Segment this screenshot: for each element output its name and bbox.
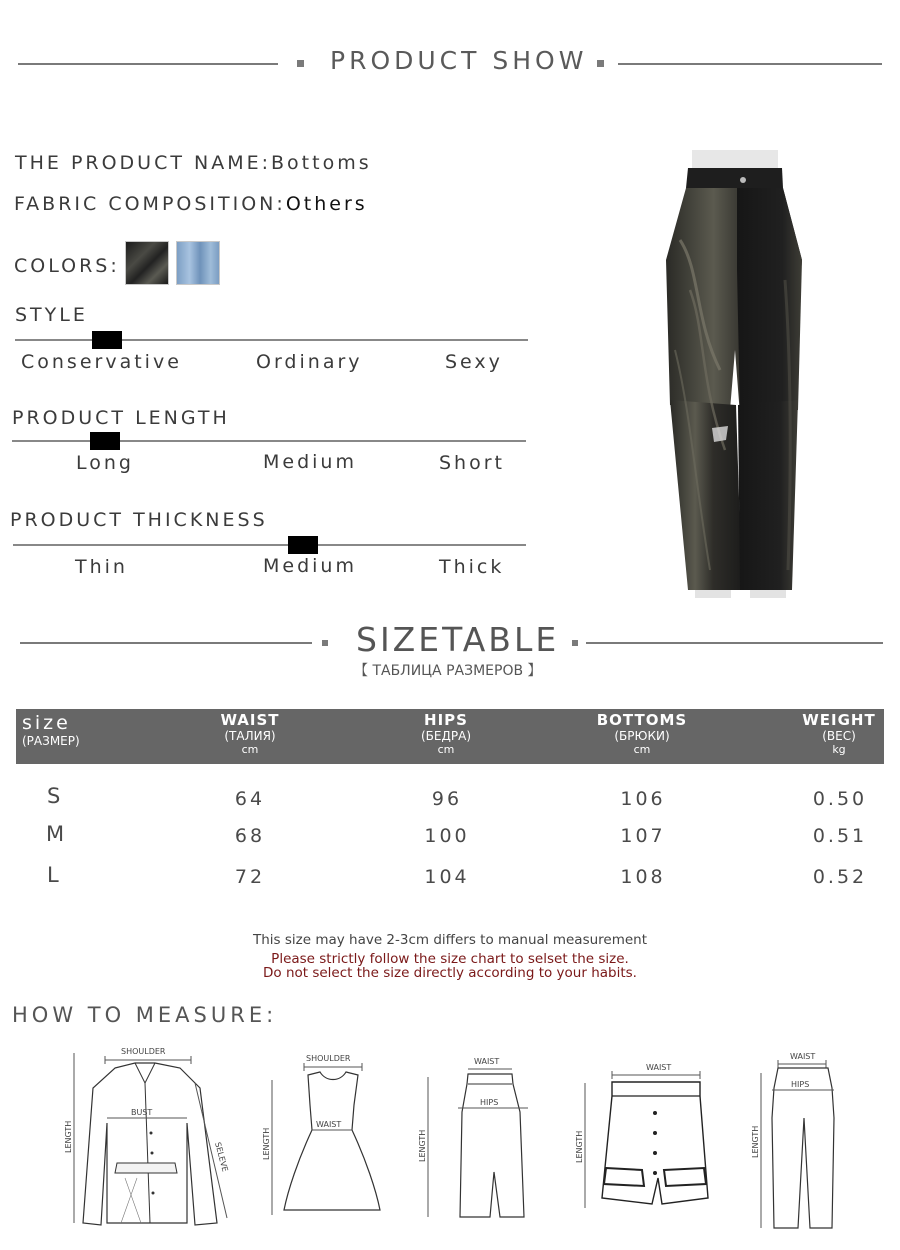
row-s-bottoms: 106 [620,788,666,810]
col-hips-sub: (БЕДРА) [421,729,471,743]
thickness-option-medium: Medium [263,555,357,577]
size-note: This size may have 2-3cm differs to manual measurement [252,932,648,948]
col-bottoms-sub: (БРЮКИ) [614,729,670,743]
col-waist-sub: (ТАЛИЯ) [224,729,276,743]
shorts-waist-label: WAIST [646,1063,672,1072]
shorts-measure-figure [572,1058,732,1213]
page-title: PRODUCT SHOW [330,46,588,75]
col-hips [386,711,506,756]
jacket-sleeve-label: SELEVE [213,1141,230,1173]
colors-label: COLORS: [14,255,120,277]
row-l-bottoms: 108 [620,866,666,888]
thickness-scale-line [13,544,526,546]
row-s-waist: 64 [234,788,266,810]
jacket-shoulder-label: SHOULDER [121,1047,166,1056]
row-m-size: M [46,822,65,846]
size-warning-line1: Please strictly follow the size chart to selset the size. [271,951,629,967]
col-weight-sub: (ВЕС) [822,729,856,743]
product-name-value: Bottoms [271,152,372,174]
trousers-length-label: LENGTH [751,1125,760,1158]
sizetable-line-left [20,642,312,644]
row-m-hips: 100 [424,825,470,847]
length-option-long: Long [76,452,134,474]
jacket-length-label: LENGTH [64,1120,73,1153]
col-hips-label: HIPS [424,711,468,729]
jacket-bust-label: BUST [131,1108,153,1117]
col-size-label: size [22,712,71,734]
row-s-weight: 0.50 [812,788,868,810]
sizetable-square-left [322,640,328,646]
trousers-hips-label: HIPS [791,1080,810,1089]
col-waist [190,711,310,756]
col-size [22,712,80,748]
header-square-right [597,60,604,67]
thickness-option-thick: Thick [439,556,505,578]
thickness-scale-marker[interactable] [288,536,318,554]
row-l-size: L [47,863,59,887]
length-option-short: Short [439,452,505,474]
skirt-length-label: LENGTH [418,1129,427,1162]
dress-waist-label: WAIST [316,1120,342,1129]
product-name-row [15,152,372,174]
fabric-label: FABRIC COMPOSITION: [14,193,286,215]
col-weight [779,711,899,756]
header-line-left [18,63,278,65]
length-scale-marker[interactable] [90,432,120,450]
fabric-row [14,193,368,215]
dress-measure-figure [258,1050,398,1220]
skirt-measure-figure [412,1052,542,1224]
dress-shoulder-label: SHOULDER [306,1054,351,1063]
style-option-sexy: Sexy [445,351,503,373]
trousers-waist-label: WAIST [790,1052,816,1061]
col-waist-unit: cm [241,743,259,756]
col-bottoms-label: BOTTOMS [596,711,688,729]
skirt-waist-label: WAIST [474,1057,500,1066]
how-to-measure-title: HOW TO MEASURE: [12,1003,278,1027]
sizetable-title: SIZETABLE [356,620,560,659]
style-scale-marker[interactable] [92,331,122,349]
color-swatch-black[interactable] [125,241,169,285]
dress-length-label: LENGTH [262,1127,271,1160]
row-l-waist: 72 [234,866,266,888]
thickness-title: PRODUCT THICKNESS [10,509,268,531]
row-m-weight: 0.51 [812,825,868,847]
sizetable-square-right [572,640,578,646]
length-option-medium: Medium [263,451,357,473]
row-l-hips: 104 [424,866,470,888]
col-weight-label: WEIGHT [802,711,876,729]
col-hips-unit: cm [437,743,455,756]
sizetable-line-right [586,642,883,644]
row-m-bottoms: 107 [620,825,666,847]
size-warning [0,952,900,980]
header-square-left [297,60,304,67]
row-m-waist: 68 [234,825,266,847]
fabric-value: Others [285,193,368,215]
product-name-label: THE PRODUCT NAME: [15,152,272,174]
row-s-hips: 96 [431,788,463,810]
thickness-option-thin: Thin [75,556,128,578]
style-title: STYLE [15,304,88,326]
color-swatch-blue[interactable] [176,241,220,285]
shorts-length-label: LENGTH [575,1130,584,1163]
style-option-conservative: Conservative [21,351,182,373]
skirt-hips-label: HIPS [480,1098,499,1107]
col-waist-label: WAIST [220,711,280,729]
product-photo [640,150,840,600]
col-weight-unit: kg [832,743,846,756]
size-warning-line2: Do not select the size directly according to your habits. [263,965,637,981]
jacket-measure-figure [55,1043,240,1228]
col-bottoms [582,711,702,756]
style-option-ordinary: Ordinary [256,351,363,373]
header-line-right [618,63,882,65]
col-bottoms-unit: cm [633,743,651,756]
col-size-sub: (РАЗМЕР) [22,734,80,748]
row-s-size: S [47,784,61,808]
length-title: PRODUCT LENGTH [12,407,230,429]
sizetable-subtitle: 【 ТАБЛИЦА РАЗМЕРОВ 】 [354,663,542,679]
trousers-measure-figure [748,1048,868,1233]
row-l-weight: 0.52 [812,866,868,888]
